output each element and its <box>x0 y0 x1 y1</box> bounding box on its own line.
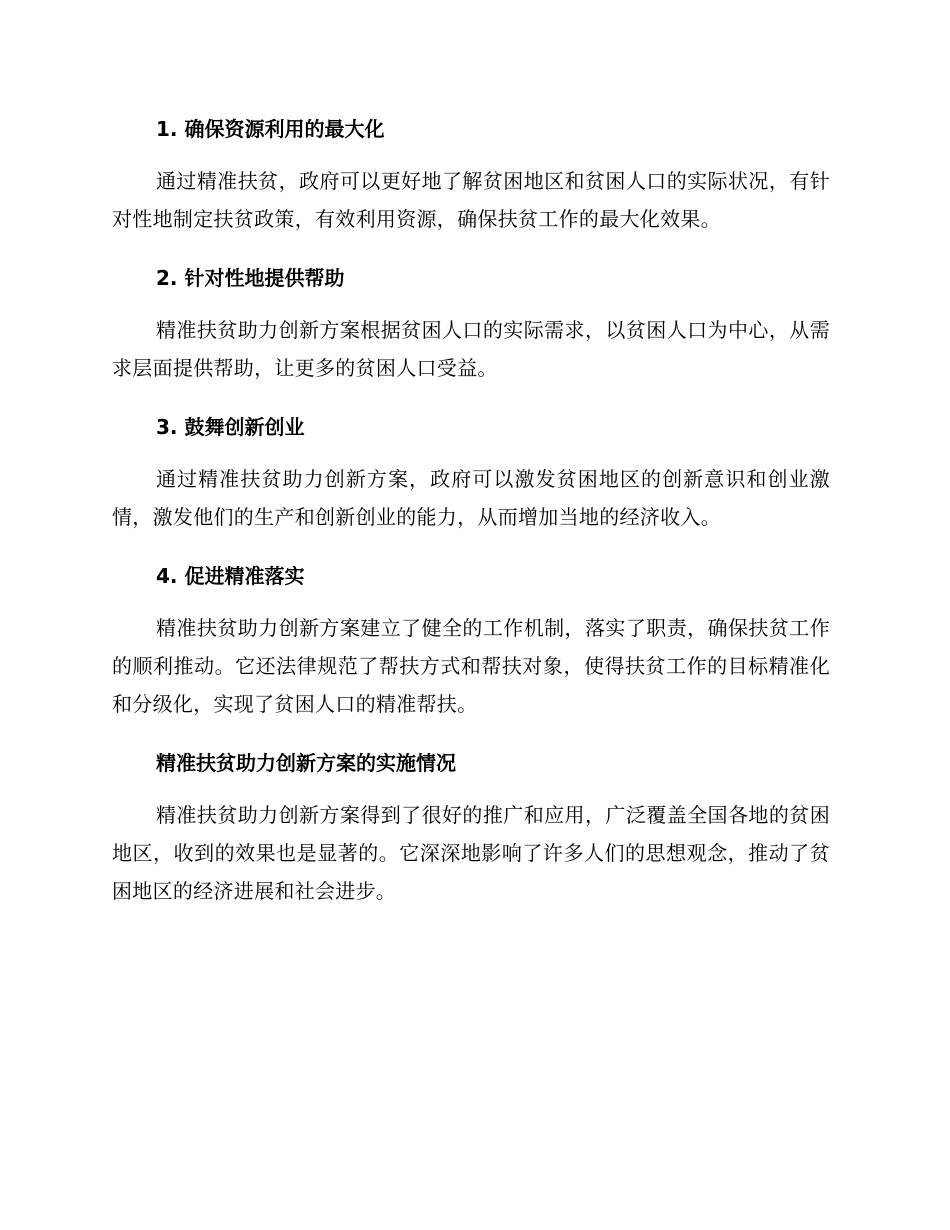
document-body <box>112 110 830 931</box>
section-heading-1: 1. 确保资源利用的最大化 <box>156 117 385 141</box>
section-heading-3: 3. 鼓舞创新创业 <box>156 415 305 439</box>
section-paragraph-3: 通过精准扶贫助力创新方案，政府可以激发贫困地区的创新意识和创业激情，激发他们的生产和创新创业的能力，从而增加当地的经济收入。 <box>112 467 830 529</box>
section-paragraph-1: 通过精准扶贫，政府可以更好地了解贫困地区和贫困人口的实际状况，有针对性地制定扶贫政策，有效利用资源，确保扶贫工作的最大化效果。 <box>112 169 830 231</box>
section-paragraph-implementation: 精准扶贫助力创新方案得到了很好的推广和应用，广泛覆盖全国各地的贫困地区，收到的效果也是显著的。它深深地影响了许多人们的思想观念，推动了贫困地区的经济进展和社会进步。 <box>112 803 830 903</box>
section-heading-4: 4. 促进精准落实 <box>156 564 305 588</box>
section-heading-implementation: 精准扶贫助力创新方案的实施情况 <box>156 751 456 775</box>
section-paragraph-2: 精准扶贫助力创新方案根据贫困人口的实际需求，以贫困人口为中心，从需求层面提供帮助，让更多的贫困人口受益。 <box>112 318 830 380</box>
section-heading-2: 2. 针对性地提供帮助 <box>156 266 345 290</box>
section-paragraph-4: 精准扶贫助力创新方案建立了健全的工作机制，落实了职责，确保扶贫工作的顺利推动。它还法律规范了帮扶方式和帮扶对象，使得扶贫工作的目标精准化和分级化，实现了贫困人口的精准帮扶。 <box>112 616 830 716</box>
